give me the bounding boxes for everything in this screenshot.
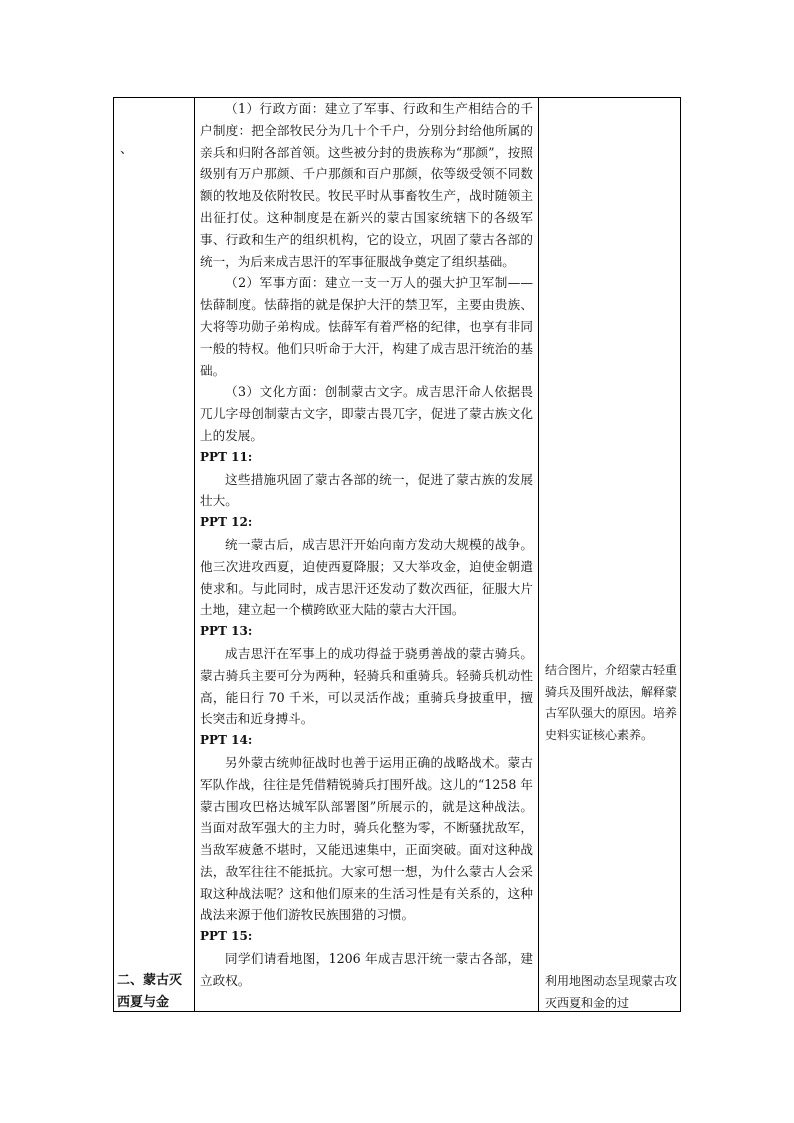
ppt-label-12: PPT 12: [200,515,253,530]
ppt-label-14: PPT 14: [200,733,253,748]
paragraph-ppt12: 统一蒙古后，成吉思汗开始向南方发动大规模的战争。他三次进攻西夏，迫使西夏降服；又大举攻金，迫使金朝遣使求和。与此同时，成吉思汗还发动了数次西征，征服大片土地，建立起一个横跨欧亚大陆的蒙古大汗国。 [200,536,533,618]
paragraph-culture: （3）文化方面：创制蒙古文字。成吉思汗命人依据畏兀儿字母创制蒙古文字，即蒙古畏兀字，促进了蒙古族文化上的发展。 [200,384,533,443]
paragraph-admin: （1）行政方面：建立了军事、行政和生产相结合的千户制度：把全部牧民分为几十个千户，分别分封给他所属的亲兵和归附各部首领。这些被分封的贵族称为“那颜”，按照级别有万户那颜、千户那颜和百户那颜，依等级受领不同数额的牧地及依附牧民。牧民平时从事畜牧生产，战时随领主出征打仗。这种制度是在新兴的蒙古国家统辖下的各级军事、行政和生产的组织机构，它的设立，巩固了蒙古各部的统一，为后来成吉思汗的军事征服战争奠定了组织基础。 [200,101,533,269]
design-note-map: 利用地图动态呈现蒙古攻灭西夏和金的过 [545,974,678,1010]
content-column [195,98,538,1011]
notes-column [539,98,680,1011]
paragraph-ppt13: 成吉思汗在军事上的成功得益于骁勇善战的蒙古骑兵。蒙古骑兵主要可分为两种，轻骑兵和重骑兵。轻骑兵机动性高，能日行 70 千米，可以灵活作战；重骑兵身披重甲，擅长突击和近身搏斗。 [200,645,533,727]
ppt-label-13: PPT 13: [200,624,253,639]
design-note-cavalry: 结合图片，介绍蒙古轻重骑兵及围歼战法，解释蒙古军队强大的原因。培养史料实证核心素养。 [545,663,678,742]
paragraph-ppt14: 另外蒙古统帅征战时也善于运用正确的战略战术。蒙古军队作战，往往是凭借精锐骑兵打围歼战。这儿的“1258 年蒙古围攻巴格达城军队部署图”所展示的，就是这种战法。当面对敌军强大的主力时，骑兵化整为零，不断骚扰敌军，当敌军疲惫不堪时，又能迅速集中，正面突破。面对这种战法，敌军往往不能抵抗。大家可想一想，为什么蒙古人会采取这种战法呢？这和他们原来的生活习性是有关系的，这种战法来源于他们游牧民族围猎的习惯。 [200,754,533,923]
stage-column [114,98,194,1011]
section-title: 二、蒙古灭西夏与金 [117,973,183,1010]
ppt-label-11: PPT 11: [200,449,253,464]
paragraph-ppt11: 这些措施巩固了蒙古各部的统一，促进了蒙古族的发展壮大。 [200,471,533,509]
ppt-label-15: PPT 15: [200,929,253,944]
paragraph-military: （2）军事方面：建立一支一万人的强大护卫军制——怯薛制度。怯薛指的就是保护大汗的禁卫军，主要由贵族、大将等功勋子弟构成。怯薛军有着严格的纪律，也享有非同一般的特权。他们只听命于大汗，构建了成吉思汗统治的基础。 [200,275,533,378]
lesson-table [113,97,681,1012]
stage-mark: 、 [120,142,134,157]
paragraph-ppt15: 同学们请看地图，1206 年成吉思汗统一蒙古各部，建立政权。 [200,951,533,988]
